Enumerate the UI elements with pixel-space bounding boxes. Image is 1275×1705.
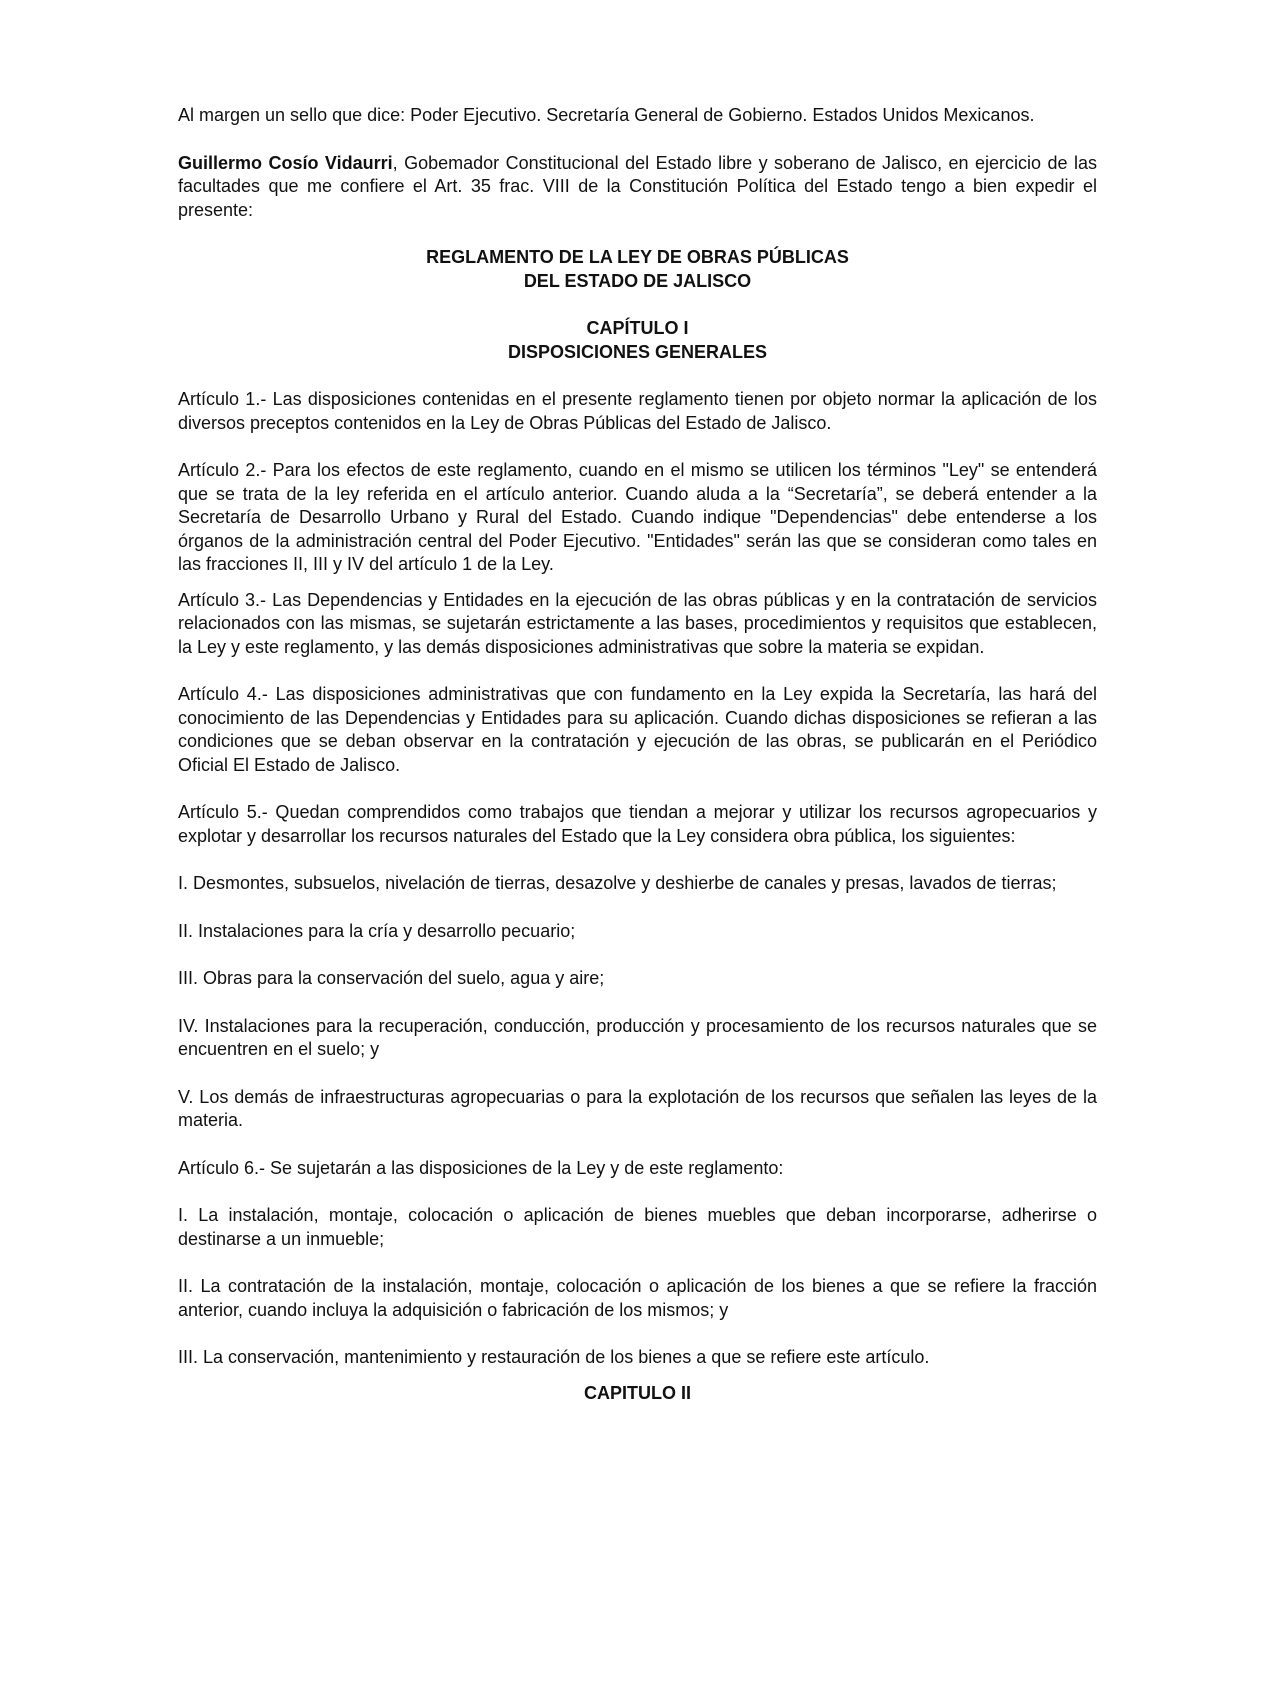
article-1: Artículo 1.- Las disposiciones contenidas en el presente reglamento tienen por objeto normar la aplicación de los diversos preceptos contenidos en la Ley de Obras Públicas del Estado de Jalisco. — [178, 389, 1097, 433]
article-3: Artículo 3.- Las Dependencias y Entidades en la ejecución de las obras públicas y en la contratación de servicios relacionados con las mismas, se sujetarán estrictamente a las bases, procedimientos y requisitos que establecen, la Ley y este reglamento, y las demás disposiciones administrativas que sobre la materia se expidan. — [178, 589, 1097, 657]
article-5-item: IV. Instalaciones para la recuperación, conducción, producción y procesamiento de los recursos naturales que se encuentren en el suelo; y — [178, 1015, 1097, 1059]
title-line-1: REGLAMENTO DE LA LEY DE OBRAS PÚBLICAS — [426, 247, 849, 267]
chapter-1-heading — [178, 317, 1097, 364]
chapter-1-name: DISPOSICIONES GENERALES — [507, 341, 768, 362]
article-5: Artículo 5.- Quedan comprendidos como trabajos que tiendan a mejorar y utilizar los recursos agropecuarios y explotar y desarrollar los recursos naturales del Estado que la Ley considera obra pública, los siguientes: — [178, 802, 1097, 846]
article-5-item: V. Los demás de infraestructuras agropecuarias o para la explotación de los recursos que señalen las leyes de la materia. — [178, 1086, 1097, 1130]
document-title — [178, 246, 1097, 293]
article-6-item: II. La contratación de la instalación, montaje, colocación o aplicación de los bienes a que se refiere la fracción anterior, cuando incluya la adquisición o fabricación de los mismos; y — [178, 1276, 1097, 1320]
chapter-2-number: CAPITULO II — [584, 1382, 691, 1403]
article-6: Artículo 6.- Se sujetarán a las disposiciones de la Ley y de este reglamento: — [178, 1157, 784, 1178]
issuer-text: , Gobemador Constitucional del Estado libre y soberano de Jalisco, en ejercicio de las facultades que me confiere el Art. 35 frac. VIII de la Constitución Política del Estado tengo a bien expedir el presente: — [178, 152, 1097, 220]
issuer-paragraph — [178, 152, 1097, 223]
chapter-2-heading — [178, 1382, 1097, 1406]
article-4: Artículo 4.- Las disposiciones administrativas que con fundamento en la Ley expida la Secretaría, las hará del conocimiento de las Dependencias y Entidades para su aplicación. Cuando dichas disposiciones se refieran a las condiciones que se deban observar en la contratación y ejecución de las obras, se publicarán en el Periódico Oficial El Estado de Jalisco. — [178, 684, 1097, 775]
article-2: Artículo 2.- Para los efectos de este reglamento, cuando en el mismo se utilicen los términos "Ley" se entenderá que se trata de la ley referida en el artículo anterior. Cuando aluda a la “Secretaría”, se deberá entender a la Secretaría de Desarrollo Urbano y Rural del Estado. Cuando indique "Dependencias" debe entenderse a los órganos de la administración central del Poder Ejecutivo. "Entidades" serán las que se consideran como tales en las fracciones II, III y IV del artículo 1 de la Ley. — [178, 460, 1097, 574]
title-line-2: DEL ESTADO DE JALISCO — [523, 270, 752, 291]
issuer-name: Guillermo Cosío Vidaurri — [178, 152, 393, 173]
preamble: Al margen un sello que dice: Poder Ejecutivo. Secretaría General de Gobierno. Estados Unidos Mexicanos. — [178, 105, 1035, 125]
article-6-item: I. La instalación, montaje, colocación o aplicación de bienes muebles que deban incorporarse, adherirse o destinarse a un inmueble; — [178, 1205, 1097, 1249]
article-5-item: I. Desmontes, subsuelos, nivelación de tierras, desazolve y deshierbe de canales y presas, lavados de tierras; — [178, 873, 1057, 893]
article-5-item: II. Instalaciones para la cría y desarrollo pecuario; — [178, 920, 576, 941]
article-6-item: III. La conservación, mantenimiento y restauración de los bienes a que se refiere este artículo. — [178, 1347, 930, 1367]
chapter-1-number: CAPÍTULO I — [586, 318, 689, 338]
article-5-item: III. Obras para la conservación del suelo, agua y aire; — [178, 968, 605, 988]
